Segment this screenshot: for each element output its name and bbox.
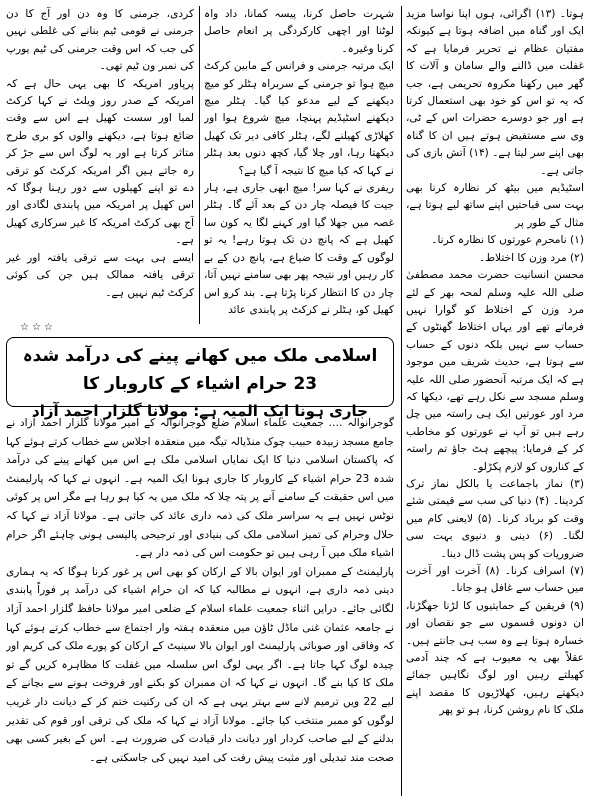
- headline-box: [6, 337, 394, 420]
- article-paragraph: گوجرانوالہ …. جمعیت علماء اسلام ضلع گوجرانوالہ کے امیر مولانا گلزار احمد آزاد نے جامع مسجد زبیدہ حبیب چوک منڈیالہ تیگہ میں منعقدہ اجلاس سے خطاب کرتے ہوئے کہا کہ پاکستان اسلامی دنیا کا ایک نمایاں اسلامی ملک ہے اس میں کھانے پینے کی درآمد شدہ 23 حرام اشیاء کے کاروبار کا جاری ہونا ایک المیہ ہے۔ انہوں نے کہا کہ پارلیمنٹ میں اس حقیقت کے سامنے آنے پر پتہ چلا کہ ملک میں یہ کیا ہو رہا ہے مگر اس پر کوئی نوٹس نہیں ہے یہ سراسر ملک کی ذمہ داری عائد کی جاتی ہے۔ مولانا آزاد نے کہا کہ حلال وحرام کی تمیز اسلامی ملک کی بنیادی اور ترجیحی پالیسی ہونی چاہئے اگر حرام اشیاء ملک میں آ رہی ہیں تو حکومت اس کی ذمہ دار ہے۔: [6, 417, 394, 560]
- right-column-paragraph: (۳) نماز باجماعت یا بالکل نماز ترک کردینا۔ (۴) دنیا کی سب سے قیمتی شئے وقت کو برباد کرنا۔ (۵) لایعنی کام میں لگنا۔ (۶) دینی و دنیوی بہت سی ضروریات کو پس پشت ڈال دینا۔: [406, 477, 584, 560]
- right-column-paragraph: اسٹیڈیم میں بیٹھ کر نظارہ کرنا بھی بہت سی قباحتیں اپنے ساتھ لیے ہوتا ہے، مثال کے طور پر: [406, 182, 584, 229]
- middle-column: [204, 6, 394, 326]
- right-column-paragraph: (۱) نامحرم عورتوں کا نظارہ کرنا۔: [431, 234, 584, 247]
- right-column-paragraph: ہوتا۔ (۱۳) اگرائی، ہوں اپنا نواسا مزید ایک اور گناہ میں اضافہ ہوتا ہے کیونکہ مفتیان عظام نے تحریر فرمایا ہے کہ غفلت میں ڈالنے والے سامان و آلات کا گھر میں رکھنا مکروہ تحریمی ہے، جب کہ یہ تو اس کو خود بھی استعمال کرتا ہے اور جو دوسرے حضرات اس کے ٹی، وی سے مستفیض ہوتے ہیں ان کا گناہ بھی اپنے سر لیتا ہے۔ (۱۴) آتش بازی کی جاتی ہے۔: [406, 8, 584, 177]
- left-column-paragraph: پرپاور امریکہ کا بھی یہی حال ہے کہ امریکہ کے صدر روز ویلٹ نے کہا کرکٹ لمبا اور سست کھیل ہے اس سے وقت ضائع ہوتا ہے، دیکھنے والوں کو بری طرح متاثر کرتا ہے اور یہ لوگ اس سے جڑ کر رہ جاتے ہیں اگر امریکہ کرکٹ کو ترقی دے تو اپنے کھیلوں سے دور رہنا ہوگا کہ اس کھیل پر امریکہ میں پابندی لگادی اور آج بھی کرکٹ امریکہ کا غیر سرکاری کھیل ہے۔: [6, 77, 194, 247]
- right-column-paragraph: (۷) اسراف کرنا۔ (۸) آخرت اور آخرت میں حساب سے غافل ہو جانا۔: [406, 565, 584, 595]
- left-column-paragraph: ایسے ہی بہت سے ترقی یافتہ اور غیر ترقی یافتہ ممالک ہیں جن کی کوئی کرکٹ ٹیم نہیں ہے۔: [6, 251, 194, 299]
- headline-line-1: اسلامی ملک میں کھانے پینے کی درآمد شدہ 23 حرام اشیاء کے کاروبار کا: [22, 346, 378, 394]
- column-divider: [401, 6, 402, 796]
- right-column-paragraph: (۹) فریقین کے حمایتیوں کا لڑنا جھگڑنا، ان دونوں قسموں سے جو نقصان اور خسارہ ہوتا ہے وہ سب ہی جانتے ہیں۔ عقلاً بھی یہ معیوب ہے کہ چند آدمی کھیلتے رہیں اور لوگ نگاہیں جمائے دیکھتے رہیں، کھلاڑیوں کا مقصد اپنے ملک کا نام روشن کرنا، ہو تو پھر: [406, 599, 584, 717]
- middle-column-paragraph: ریفری نے کہا سر! میچ ابھی جاری ہے، ہار جیت کا فیصلہ چار دن کے بعد آئے گا۔ ہٹلر غصہ میں جھلا گیا اور کہنے لگا یہ کون سا کھیل ہے کہ پانچ دن تک ہوتا رہے! یہ تو لوگوں کے وقت کا ضیاع ہے، پانچ دن کے بے کار رہیں اور نتیجہ پھر بھی سامنے نہیں آتا، چار دن کا انتظار کرنا پڑتا ہے۔ بند کرو اس کھیل کو، ہٹلر نے کرکٹ پر پابندی عائد: [204, 182, 394, 316]
- end-of-article-stars: ☆☆☆: [20, 322, 56, 333]
- headline-line-2: جاری ہونا ایک المیہ ہے: مولانا گلزار احمد آزاد: [32, 402, 368, 420]
- left-column: [6, 6, 194, 326]
- middle-column-paragraph: ایک مرتبہ جرمنی و فرانس کے مابین کرکٹ میچ ہوا تو جرمنی کے سربراہ ہٹلر کو میچ دیکھنے کے لیے مدعو کیا گیا۔ ہٹلر میچ دیکھنے اسٹیڈیم پہنچا، میچ شروع ہوا اور کھلاڑی کھیلنے لگے، ہٹلر کافی دیر تک کھیل دیکھتا رہا، اور چلا گیا، کچھ دنوں بعد ہٹلر نے کہا کہ کیا میچ کا نتیجہ آ گیا ہے؟: [204, 60, 394, 177]
- left-column-paragraph: کردی، جرمنی کا وہ دن اور آج کا دن جرمنی نے قومی ٹیم بنانے کی غلطی نہیں کی جب کہ اس وقت جرمنی کی ٹیم یورپ کی نمبر ون ٹیم تھی۔: [6, 8, 194, 73]
- right-column: [406, 6, 584, 796]
- news-article-body: [6, 414, 394, 796]
- column-divider: [199, 6, 200, 324]
- right-column-paragraph: محسن انسانیت حضرت محمد مصطفیٰ صلی اللہ علیہ وسلم لمحہ بھر کے لئے مرد وزن کے اختلاط کو گوارا نہیں فرماتے تھے اور یہاں اختلاط گھنٹوں کے حساب سے نہیں بلکہ دنوں کے حساب سے ہوتا ہے، حدیث شریف میں موجود ہے کہ ایک مرتبہ آنحضور صلی اللہ علیہ وسلم مسجد سے نکل رہے تھے، دیکھا کہ مرد اور عورتیں ایک ہی راستہ میں چل رہے ہیں تو آپ نے عورتوں کو مخاطب کر کے فرمایا: پیچھے ہٹ جاؤ تم راستہ کے کناروں کو لازم پکڑلو۔: [406, 269, 584, 473]
- article-paragraph: پارلیمنٹ کے ممبران اور ایوان بالا کے ارکان کو بھی اس پر غور کرنا ہوگا کہ یہ ہماری دینی ذمہ داری ہے، انہوں نے مطالبہ کیا کہ ان حرام اشیاء کی درآمد پر فوراً پابندی لگائی جائے۔ درایں اثناء جمعیت علماء اسلام کے ضلعی امیر مولانا حافظ گلزار احمد آزاد نے جامعہ عثمان غنی ماڈل ٹاؤن میں منعقدہ ہفتہ وار اجتماع سے خطاب کرتے ہوئے کہا کہ وفاقی اور صوبائی پارلیمنٹ اور ایوان بالا سینیٹ کے ارکان کو پورے ملک کی کریم اور چیدہ لوگ کہا جاتا ہے۔ اگر یہی لوگ اس سلسلہ میں غفلت کا مظاہرہ کریں گے تو ملک کا کیا بنے گا۔ انہوں نے کہا کہ ان ممبران کو بکنے اور فروخت ہونے سے بچانے کے لیے 22 ویں ترمیم لانے سے بہتر یہی ہے کہ ان کی رکنیت ختم کر کے دیانت دار غریب لوگوں کو ممبر منتخب کیا جائے۔ مولانا آزاد نے کہا کہ ملک کی ترقی اور قوم کی تقدیر بدلنے کے لیے صاحب کردار اور دیانت دار قیادت کی ضرورت ہے۔ اس کے بغیر کسی بھی صحت مند تبدیلی اور مثبت پیش رفت کی امید نہیں کی جاسکتی ہے۔: [6, 565, 394, 764]
- right-column-paragraph: (۲) مرد وزن کا اختلاط۔: [479, 251, 584, 264]
- middle-column-paragraph: شہرت حاصل کرنا، پیسہ کمانا، داد واہ لوٹنا اور اچھی کارکردگی پر انعام حاصل کرنا وغیرہ۔: [204, 8, 394, 55]
